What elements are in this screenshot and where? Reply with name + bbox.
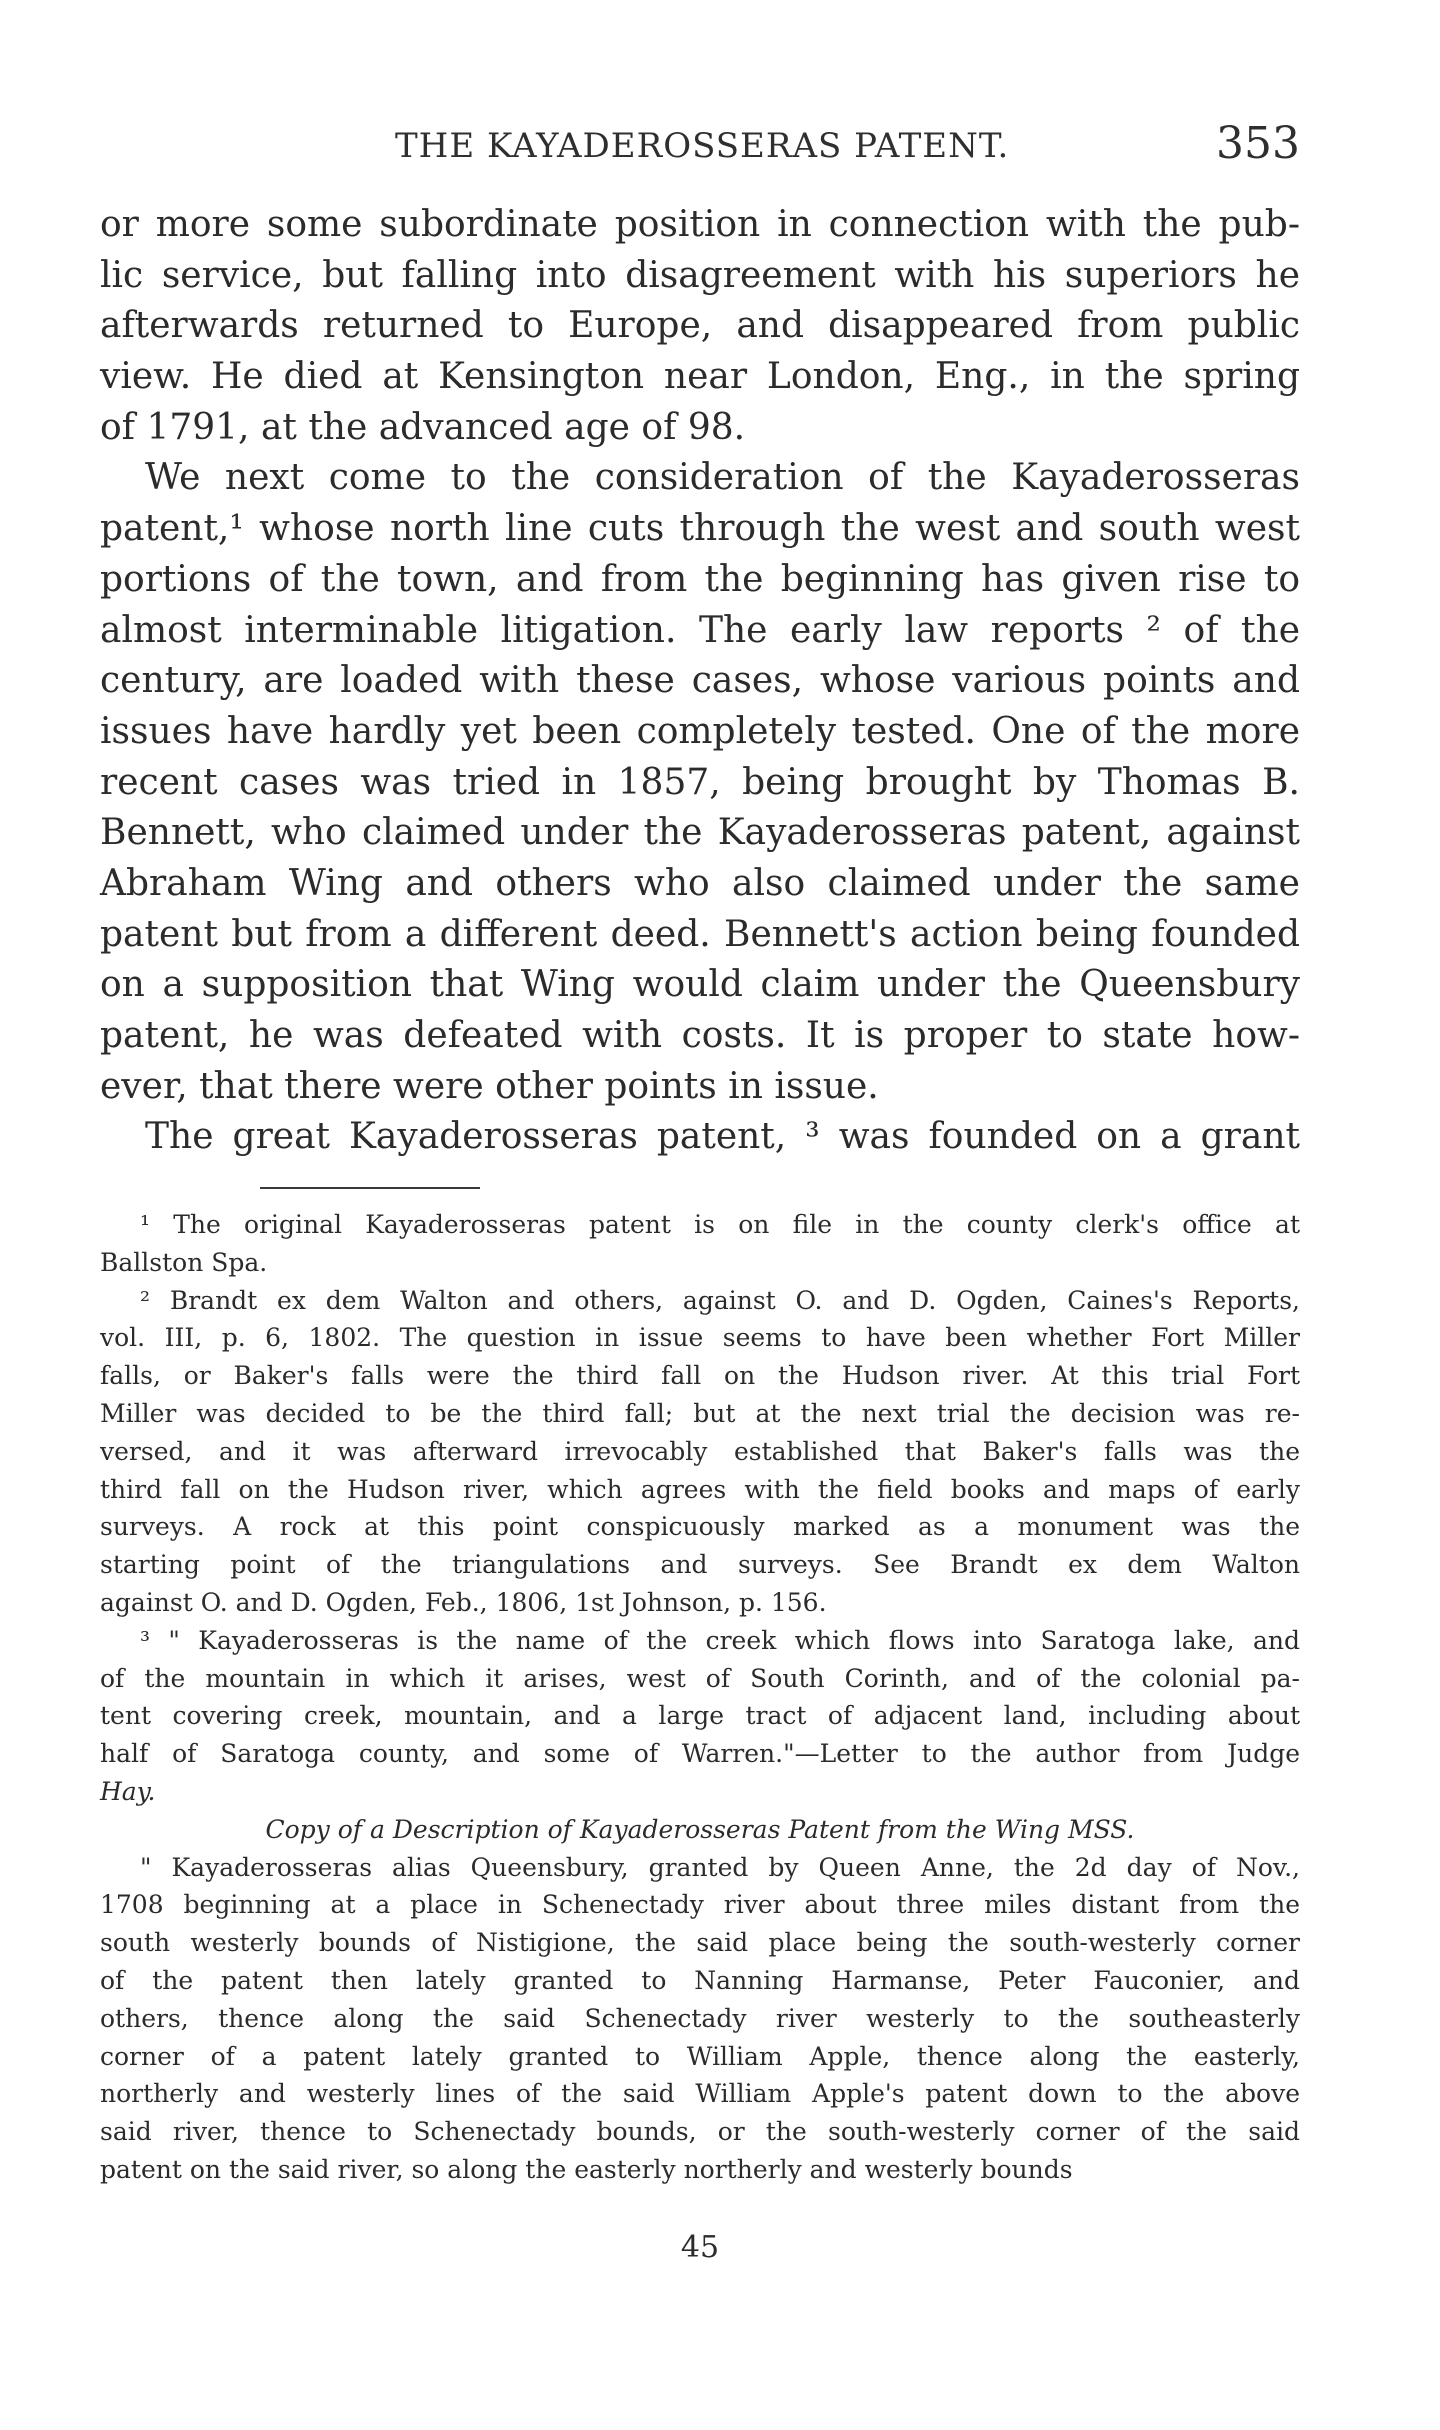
body-line: of 1791, at the advanced age of 98.	[100, 406, 746, 448]
footnote-line: ¹ The original Kayaderosseras patent is on file in the county clerk's office at	[140, 1210, 1300, 1239]
body-line: portions of the town, and from the beginning has given rise to	[100, 558, 1300, 600]
body-line: issues have hardly yet been completely tested. One of the more	[100, 710, 1300, 752]
footnote-line: corner of a patent lately granted to William Apple, thence along the easterly,	[100, 2041, 1300, 2071]
running-head	[100, 118, 1300, 178]
page-number: 353	[1216, 118, 1300, 169]
running-title: THE KAYADEROSSERAS PATENT.	[395, 126, 1010, 166]
footnote-line: of the patent then lately granted to Nanning Harmanse, Peter Fauconier, and	[100, 1965, 1300, 1995]
body-line: afterwards returned to Europe, and disappeared from public	[100, 305, 1300, 347]
body-line: almost interminable litigation. The early law reports ² of the	[100, 609, 1300, 651]
body-line: Abraham Wing and others who also claimed under the same	[100, 862, 1300, 904]
footnote-line: against O. and D. Ogden, Feb., 1806, 1st Johnson, p. 156.	[100, 1587, 827, 1617]
book-page	[100, 0, 1300, 2430]
body-line: century, are loaded with these cases, whose various points and	[100, 660, 1300, 702]
footnote-rule	[260, 1187, 480, 1189]
body-line: view. He died at Kensington near London, Eng., in the spring	[100, 356, 1300, 398]
body-line: patent but from a different deed. Bennett's action being founded	[100, 913, 1300, 955]
footnote-line: surveys. A rock at this point conspicuously marked as a monument was the	[100, 1512, 1300, 1542]
footnote-line: ³ " Kayaderosseras is the name of the creek which flows into Saratoga lake, and	[140, 1625, 1300, 1655]
footnotes	[100, 1206, 1300, 2189]
footnote-line: patent on the said river, so along the easterly northerly and westerly bounds	[100, 2154, 1073, 2184]
footnote-line: Hay.	[100, 1776, 156, 1806]
footnote-line: half of Saratoga county, and some of Warren."—Letter to the author from Judge	[100, 1739, 1300, 1769]
footnote-line: vol. III, p. 6, 1802. The question in issue seems to have been whether Fort Miller	[100, 1323, 1300, 1353]
footnote-line: northerly and westerly lines of the said William Apple's patent down to the above	[100, 2079, 1300, 2109]
footnote-line: Miller was decided to be the third fall; but at the next trial the decision was re-	[100, 1398, 1300, 1428]
body-line: The great Kayaderosseras patent, ³ was founded on a grant	[145, 1116, 1300, 1158]
footnote-line: versed, and it was afterward irrevocably established that Baker's falls was the	[100, 1436, 1300, 1466]
footnote-line: said river, thence to Schenectady bounds, or the south-westerly corner of the said	[100, 2117, 1300, 2147]
body-line: or more some subordinate position in connection with the pub-	[100, 204, 1300, 245]
footnote-line: ² Brandt ex dem Walton and others, against O. and D. Ogden, Caines's Reports,	[140, 1285, 1300, 1315]
footnote-line: others, thence along the said Schenectady river westerly to the southeasterly	[100, 2003, 1300, 2033]
signature-mark: 45	[680, 2230, 720, 2265]
body-line: ever, that there were other points in issue.	[100, 1065, 879, 1107]
footnote-line: 1708 beginning at a place in Schenectady river about three miles distant from the	[100, 1890, 1300, 1920]
body-text	[100, 200, 1300, 1163]
body-line: lic service, but falling into disagreement with his superiors he	[100, 254, 1300, 296]
body-line: patent,¹ whose north line cuts through the west and south west	[100, 508, 1300, 550]
footnote-heading: Copy of a Description of Kayaderosseras Patent from the Wing MSS.	[265, 1814, 1135, 1844]
footnote-line: tent covering creek, mountain, and a large tract of adjacent land, including about	[100, 1701, 1300, 1731]
body-line: recent cases was tried in 1857, being brought by Thomas B.	[100, 761, 1300, 803]
body-line: on a supposition that Wing would claim under the Queensbury	[100, 964, 1300, 1006]
body-line: patent, he was defeated with costs. It is proper to state how-	[100, 1015, 1300, 1056]
body-line: We next come to the consideration of the Kayaderosseras	[145, 457, 1300, 499]
footnote-line: falls, or Baker's falls were the third fall on the Hudson river. At this trial Fort	[100, 1361, 1300, 1391]
footnote-line: starting point of the triangulations and surveys. See Brandt ex dem Walton	[100, 1550, 1300, 1580]
footnote-line: " Kayaderosseras alias Queensbury, granted by Queen Anne, the 2d day of Nov.,	[140, 1852, 1300, 1882]
footnote-line: south westerly bounds of Nistigione, the said place being the south-westerly corner	[100, 1928, 1300, 1958]
footnote-line: of the mountain in which it arises, west of South Corinth, and of the colonial pa-	[100, 1663, 1300, 1693]
footnote-line: third fall on the Hudson river, which agrees with the field books and maps of early	[100, 1474, 1300, 1504]
footnote-line: Ballston Spa.	[100, 1247, 268, 1277]
body-line: Bennett, who claimed under the Kayaderosseras patent, against	[100, 812, 1300, 854]
